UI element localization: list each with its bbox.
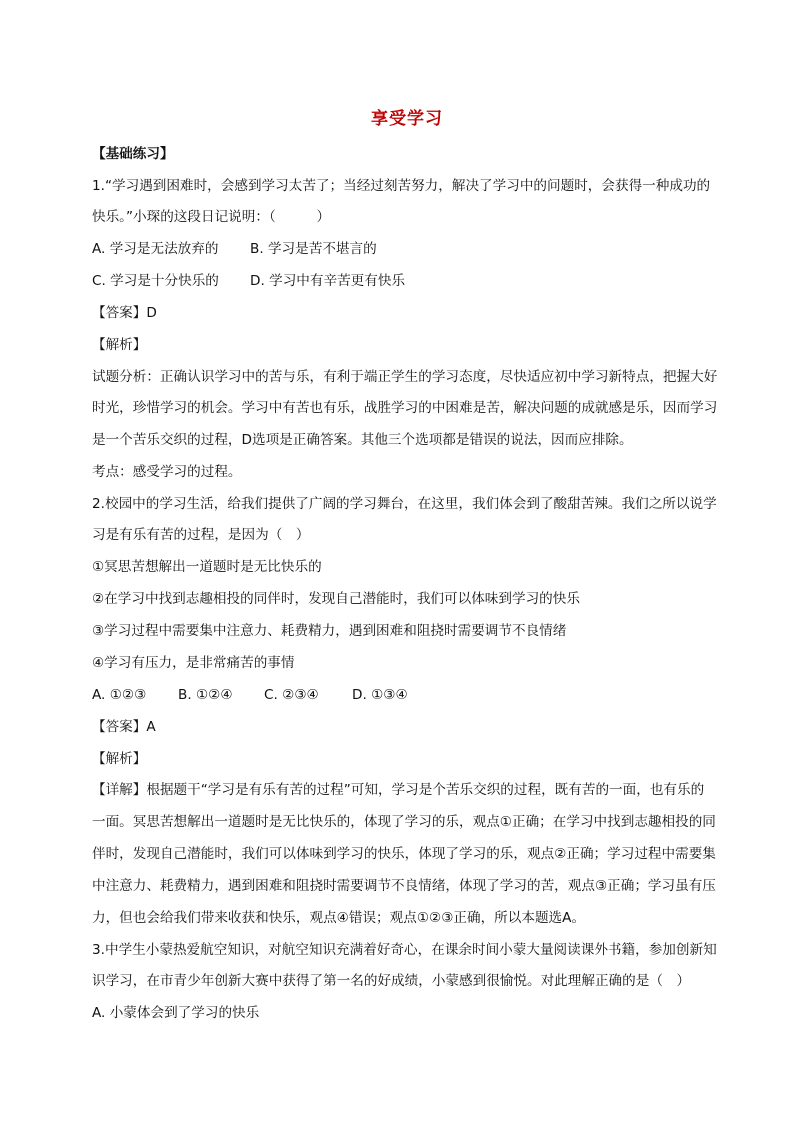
q2-detail-line5: 力，但也会给我们带来收获和快乐，观点④错误；观点①②③正确，所以本题选A。	[92, 910, 586, 926]
q1-options-row2	[92, 272, 405, 290]
q2-stem-line1: 2.校园中的学习生活，给我们提供了广阔的学习舞台，在这里，我们体会到了酸甜苦辣。我们之所以说学	[92, 496, 717, 512]
q2-detail-line1: 【详解】根据题干“学习是有乐有苦的过程”可知，学习是个苦乐交织的过程，既有苦的一面，也有乐的	[92, 782, 705, 798]
q2-stem-line2: 习是有乐有苦的过程，是因为（ ）	[92, 527, 310, 543]
q2-analysis-label: 【解析】	[92, 751, 147, 767]
q2-detail-line4: 中注意力、耗费精力，遇到困难和阻挠时需要调节不良情绪，体现了学习的苦，观点③正确；学习虽有压	[92, 878, 716, 894]
q1-option-d: D. 学习中有辛苦更有快乐	[250, 273, 406, 289]
q2-option-b: B. ①②④	[178, 687, 233, 703]
q1-option-a: A. 学习是无法放弃的	[92, 241, 219, 257]
q2-item-3: ③学习过程中需要集中注意力、耗费精力，遇到困难和阻挠时需要调节不良情绪	[92, 623, 567, 639]
q3-stem-line2: 识学习，在市青少年创新大赛中获得了第一名的好成绩，小蒙感到很愉悦。对此理解正确的是（ ）	[92, 973, 691, 989]
q2-options-row	[92, 686, 408, 704]
q1-analysis-label: 【解析】	[92, 337, 147, 353]
q1-analysis-line3: 是一个苦乐交织的过程，D选项是正确答案。其他三个选项都是错误的说法，因而应排除。	[92, 432, 633, 448]
q2-option-a: A. ①②③	[92, 687, 147, 703]
section-heading-basic: 【基础练习】	[92, 146, 174, 162]
q2-detail-line3: 伴时，发现自己潜能时，我们可以体味到学习的快乐，体现了学习的乐，观点②正确；学习过程中需要集	[92, 846, 716, 862]
q1-analysis-line2: 时光，珍惜学习的机会。学习中有苦也有乐，战胜学习的中困难是苦，解决问题的成就感是乐，因而学习	[92, 400, 718, 416]
q2-option-c: C. ②③④	[264, 687, 319, 703]
q2-item-2: ②在学习中找到志趣相投的同伴时，发现自己潜能时，我们可以体味到学习的快乐	[92, 591, 580, 607]
q1-options-row1	[92, 240, 377, 258]
q2-answer: 【答案】A	[92, 719, 156, 735]
q2-item-1: ①冥思苦想解出一道题时是无比快乐的	[92, 559, 322, 575]
q1-stem-line2: 快乐。”小琛的这段日记说明：（ ）	[92, 209, 331, 225]
q1-answer: 【答案】D	[92, 305, 157, 321]
q1-stem-line1: 1.“学习遇到困难时，会感到学习太苦了；当经过刻苦努力，解决了学习中的问题时，会获得一种成功的	[92, 178, 711, 194]
q2-item-4: ④学习有压力，是非常痛苦的事情	[92, 655, 295, 671]
document-title: 享受学习	[371, 109, 443, 129]
q3-stem-line1: 3.中学生小蒙热爱航空知识，对航空知识充满着好奇心，在课余时间小蒙大量阅读课外书籍，参加创新知	[92, 942, 717, 958]
q1-analysis-line1: 试题分析：正确认识学习中的苦与乐，有利于端正学生的学习态度，尽快适应初中学习新特点，把握大好	[92, 369, 718, 385]
q1-option-c: C. 学习是十分快乐的	[92, 273, 219, 289]
q2-option-d: D. ①③④	[352, 687, 408, 703]
q1-option-b: B. 学习是苦不堪言的	[250, 241, 377, 257]
q3-option-a: A. 小蒙体会到了学习的快乐	[92, 1005, 260, 1021]
q2-detail-line2: 一面。冥思苦想解出一道题时是无比快乐的，体现了学习的乐，观点①正确；在学习中找到志趣相投的同	[92, 814, 716, 830]
q1-kaodian: 考点：感受学习的过程。	[92, 464, 242, 480]
